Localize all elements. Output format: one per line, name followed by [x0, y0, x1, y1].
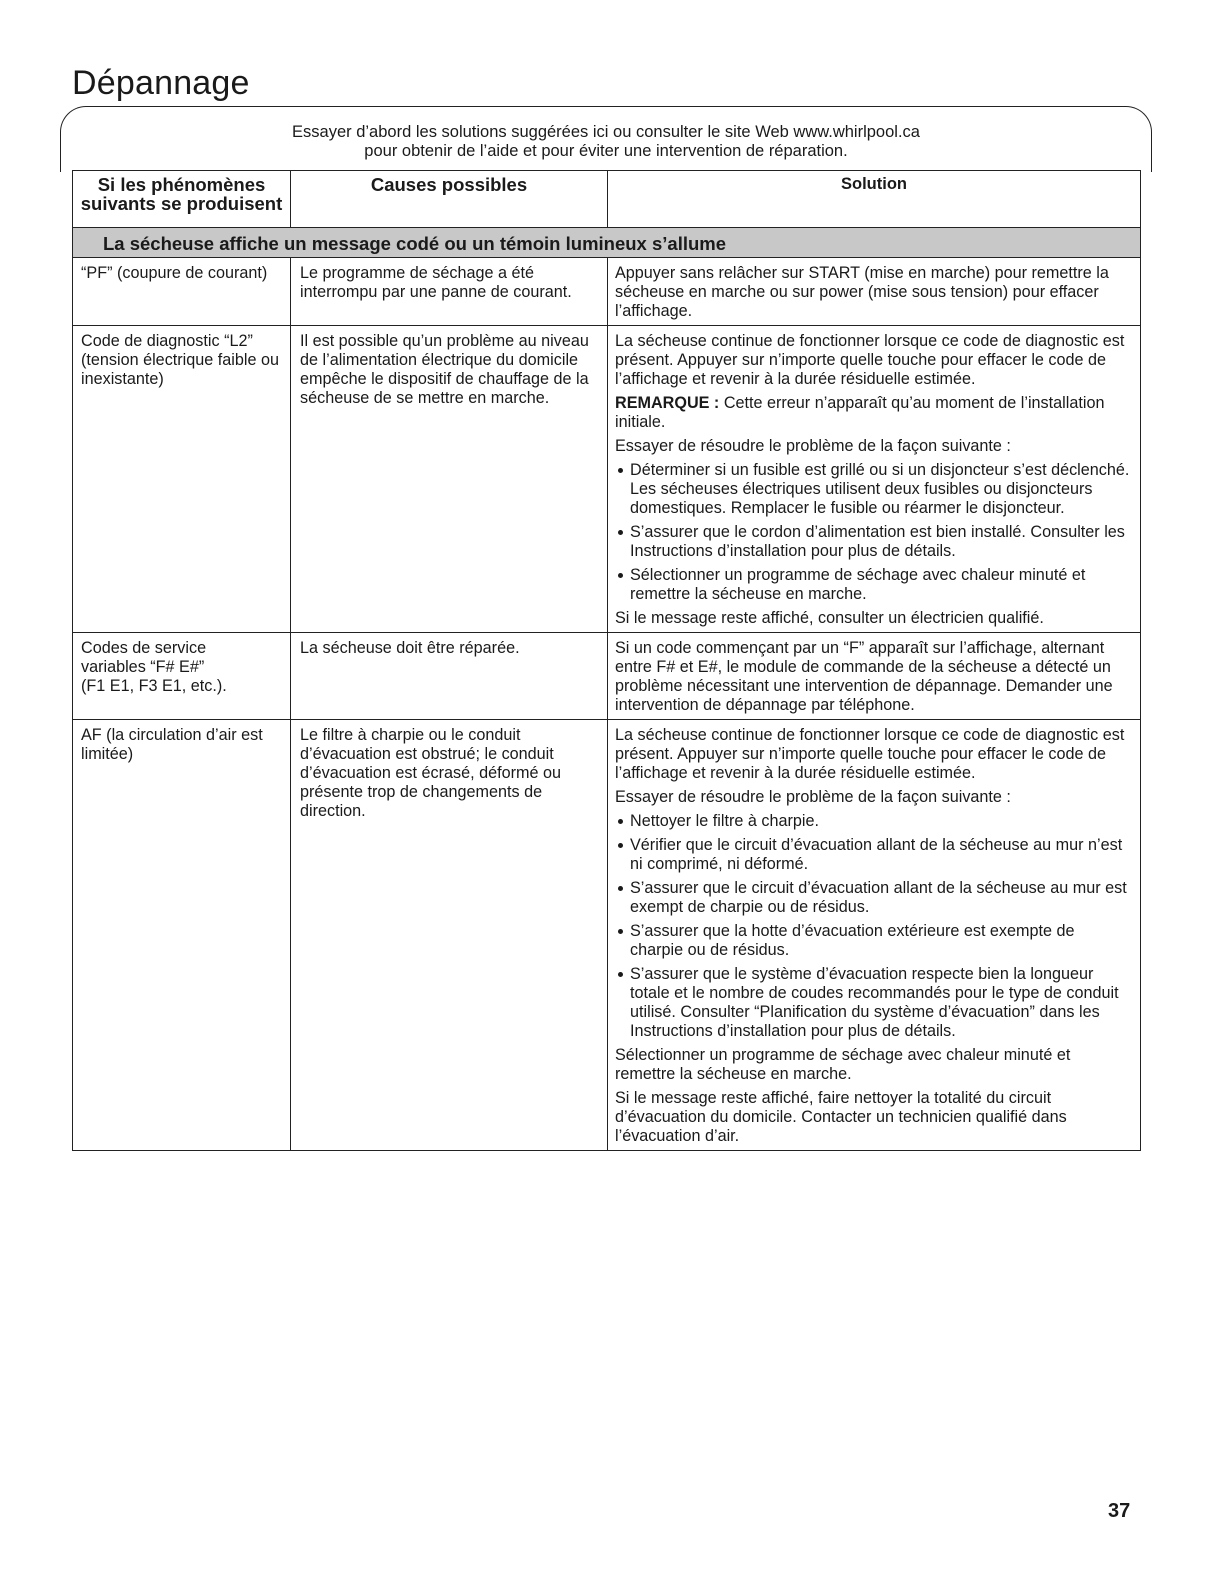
intro-line-2: pour obtenir de l’aide et pour éviter une intervention de réparation. — [364, 142, 848, 160]
table-row — [73, 720, 1141, 1151]
solution-paragraph: La sécheuse continue de fonctionner lorsque ce code de diagnostic est présent. Appuyer sur n’importe quelle touche pour effacer le code de l’affichage et revenir à la durée résiduelle estimée. — [615, 332, 1125, 388]
solution-cell: Appuyer sans relâcher sur START (mise en marche) pour remettre la sécheuse en marche ou sur power (mise sous tension) pour effacer l’affichage. — [608, 258, 1141, 326]
solution-cell — [608, 326, 1141, 633]
note-paragraph — [615, 394, 1132, 432]
header-causes: Causes possibles — [291, 171, 608, 228]
intro-line-1: Essayer d’abord les solutions suggérées ici ou consulter le site Web www.whirlpool.ca — [292, 123, 920, 141]
list-item: S’assurer que le circuit d’évacuation allant de la sécheuse au mur est exempt de charpie ou de résidus. — [615, 879, 1132, 917]
solution-cell: Si un code commençant par un “F” apparaît sur l’affichage, alternant entre F# et E#, le module de commande de la sécheuse a détecté un problème nécessitant une intervention de dépannage. Demander une intervention de dépannage par téléphone. — [608, 633, 1141, 720]
cause-cell: La sécheuse doit être réparée. — [291, 633, 608, 720]
list-item: S’assurer que le cordon d’alimentation est bien installé. Consulter les Instructions d’installation pour plus de détails. — [615, 523, 1132, 561]
cause-cell: Il est possible qu’un problème au niveau de l’alimentation électrique du domicile empêche le dispositif de chauffage de la sécheuse de se mettre en marche. — [291, 326, 608, 633]
list-item: Déterminer si un fusible est grillé ou si un disjoncteur s’est déclenché. Les sécheuses électriques utilisent deux fusibles ou disjoncteurs domestiques. Remplacer le fusible ou réarmer le disjoncteur. — [615, 461, 1132, 518]
solution-paragraph: Sélectionner un programme de séchage avec chaleur minuté et remettre la sécheuse en marche. — [615, 1046, 1071, 1083]
symptom-cell: “PF” (coupure de courant) — [73, 258, 291, 326]
symptom-line: variables “F# E#” — [81, 658, 205, 676]
solution-paragraph: La sécheuse continue de fonctionner lorsque ce code de diagnostic est présent. Appuyer sur n’importe quelle touche pour effacer le code de l’affichage et revenir à la durée résiduelle estimée. — [615, 726, 1125, 782]
solution-paragraph: Essayer de résoudre le problème de la façon suivante : — [615, 788, 1011, 806]
note-text: Cette erreur n’apparaît qu’au moment de l’installation initiale. — [615, 394, 1105, 431]
page-title: Dépannage — [72, 64, 250, 102]
list-item: Vérifier que le circuit d’évacuation allant de la sécheuse au mur n’est ni comprimé, ni déformé. — [615, 836, 1132, 874]
cause-cell: Le programme de séchage a été interrompu par une panne de courant. — [291, 258, 608, 326]
cause-cell: Le filtre à charpie ou le conduit d’évacuation est obstrué; le conduit d’évacuation est écrasé, déformé ou présente trop de changements de direction. — [291, 720, 608, 1151]
symptom-line: Codes de service — [81, 639, 207, 657]
list-item: Sélectionner un programme de séchage avec chaleur minuté et remettre la sécheuse en marche. — [615, 566, 1132, 604]
table-row — [73, 326, 1141, 633]
section-heading: La sécheuse affiche un message codé ou un témoin lumineux s’allume — [73, 228, 1141, 258]
troubleshooting-table — [72, 170, 1141, 1151]
solution-paragraph: Si le message reste affiché, faire nettoyer la totalité du circuit d’évacuation du domicile. Contacter un technicien qualifié dans l’évacuation d’air. — [615, 1089, 1067, 1145]
table-row — [73, 633, 1141, 720]
symptom-line: (F1 E1, F3 E1, etc.). — [81, 677, 227, 695]
solution-paragraph: Si le message reste affiché, consulter un électricien qualifié. — [615, 609, 1044, 627]
note-label: REMARQUE : — [615, 394, 720, 412]
symptom-cell — [73, 633, 291, 720]
list-item: Nettoyer le filtre à charpie. — [615, 812, 1132, 831]
table-row — [73, 258, 1141, 326]
list-item: S’assurer que le système d’évacuation respecte bien la longueur totale et le nombre de coudes recommandés pour le type de conduit utilisé. Consulter “Planification du système d’évacuation” dans les Instructions d’installation pour plus de détails. — [615, 965, 1132, 1041]
header-row — [73, 171, 1141, 228]
solution-cell — [608, 720, 1141, 1151]
symptom-cell: AF (la circulation d’air est limitée) — [73, 720, 291, 1151]
header-solution: Solution — [608, 171, 1141, 228]
page-number: 37 — [1108, 1500, 1131, 1522]
solution-paragraph: Essayer de résoudre le problème de la façon suivante : — [615, 437, 1011, 455]
symptom-cell: Code de diagnostic “L2” (tension électrique faible ou inexistante) — [73, 326, 291, 633]
list-item: S’assurer que la hotte d’évacuation extérieure est exempte de charpie ou de résidus. — [615, 922, 1132, 960]
intro-text — [72, 123, 1140, 161]
section-row — [73, 228, 1141, 258]
header-symptom: Si les phénomènes suivants se produisent — [73, 171, 291, 228]
